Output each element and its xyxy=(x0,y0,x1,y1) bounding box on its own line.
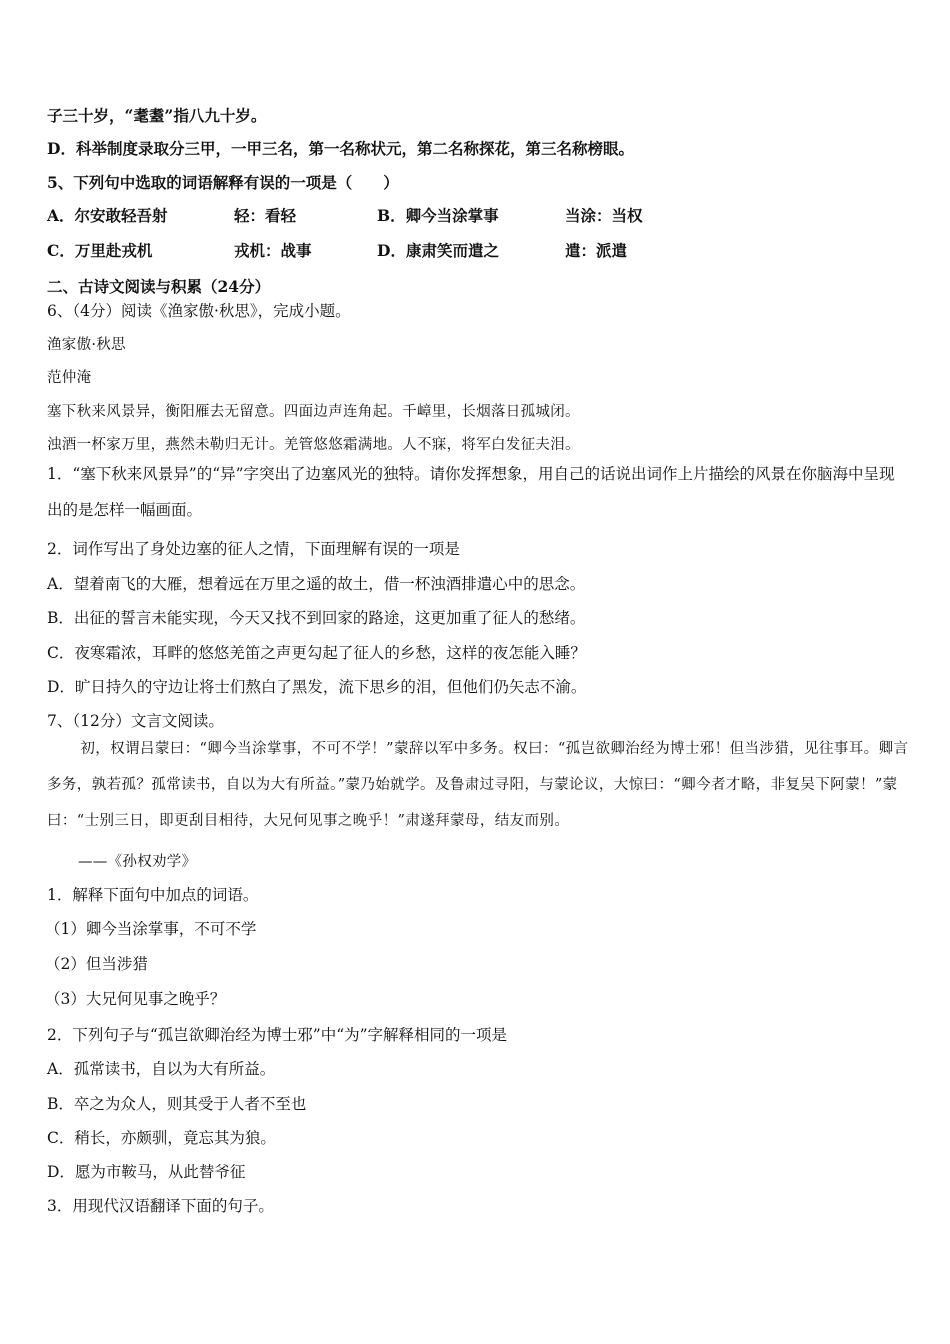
q7-sub2: 2．下列句子与“孤岂欲卿治经为博士邪”中“为”字解释相同的一项是 xyxy=(47,1026,508,1044)
poem-verse-2: 浊酒一杯家万里，燕然未勒归无计。羌管悠悠霜满地。人不寐，将军白发征夫泪。 xyxy=(47,437,580,453)
q5-stem: 5、下列句中选取的词语解释有误的一项是（ ） xyxy=(47,173,399,192)
q7-stem: 7、（12分）文言文阅读。 xyxy=(47,712,224,730)
poem-title: 渔家傲·秋思 xyxy=(47,337,126,353)
q7-sub1-item-1: （1）卿今当涂掌事，不可不学 xyxy=(45,920,257,938)
poem-verse-1: 塞下秋来风景异，衡阳雁去无留意。四面边声连角起。千嶂里，长烟落日孤城闭。 xyxy=(47,404,580,420)
q6-stem: 6、（4分）阅读《渔家傲·秋思》，完成小题。 xyxy=(47,302,351,320)
q5-option-c: C．万里赴戎机 xyxy=(47,241,153,260)
q6-sub1: 1．“塞下秋来风景异”的“异”字突出了边塞风光的独特。请你发挥想象，用自己的话说出词作上片描绘的风景在你脑海中呈现出的是怎样一幅画面。 xyxy=(47,465,895,519)
q7-sub2-option-d: D．愿为市鞍马，从此替爷征 xyxy=(47,1163,246,1181)
q5-option-d-explain: 遣：派遣 xyxy=(565,241,628,260)
q7-passage: 初，权谓吕蒙曰：“卿今当涂掌事，不可不学！”蒙辞以军中多务。权曰：“孤岂欲卿治经为博士邪！但当涉猎，见往事耳。卿言多务，孰若孤？孤常读书，自以为大有所益。”蒙乃始就学。及鲁肃过寻阳，与蒙论议，大惊曰：“卿今者才略，非复吴下阿蒙！”蒙曰：“士别三日，即更刮目相待，大兄何见事之晚乎！”肃遂拜蒙母，结友而别。 xyxy=(47,741,909,829)
section2-heading: 二、古诗文阅读与积累（24分） xyxy=(47,277,271,296)
q5-option-c-explain: 戎机：战事 xyxy=(234,241,312,260)
q6-option-a: A．望着南飞的大雁，想着远在万里之遥的故土，借一杯浊酒排遣心中的思念。 xyxy=(47,575,586,593)
q6-option-c: C．夜寒霜浓，耳畔的悠悠羌笛之声更勾起了征人的乡愁，这样的夜怎能入睡？ xyxy=(47,644,586,662)
q7-source: ——《孙权劝学》 xyxy=(78,854,197,870)
q7-sub1-item-3: （3）大兄何见事之晚乎？ xyxy=(45,990,226,1008)
q4-tail-line: 子三十岁，“耄耋”指八九十岁。 xyxy=(47,106,267,125)
q6-sub2: 2．词作写出了身处边塞的征人之情，下面理解有误的一项是 xyxy=(47,540,460,558)
q5-option-a: A．尔安敢轻吾射 xyxy=(47,206,168,225)
q7-sub2-option-a: A．孤常读书，自以为大有所益。 xyxy=(47,1060,276,1078)
q7-sub1-item-2: （2）但当涉猎 xyxy=(45,955,148,973)
q5-option-d: D．康肃笑而遣之 xyxy=(377,241,499,260)
q6-option-d: D．旷日持久的守边让将士们熬白了黑发，流下思乡的泪，但他们仍矢志不渝。 xyxy=(47,678,587,696)
q5-option-b-explain: 当涂：当权 xyxy=(565,206,643,225)
q6-option-b: B．出征的誓言未能实现，今天又找不到回家的路途，这更加重了征人的愁绪。 xyxy=(47,609,586,627)
q7-sub2-option-b: B．卒之为众人，则其受于人者不至也 xyxy=(47,1095,307,1113)
poem-author: 范仲淹 xyxy=(47,370,92,386)
q7-sub3: 3．用现代汉语翻译下面的句子。 xyxy=(47,1197,274,1215)
q7-sub1: 1．解释下面句中加点的词语。 xyxy=(47,886,259,904)
q5-option-a-explain: 轻：看轻 xyxy=(234,206,297,225)
q5-option-b: B．卿今当涂掌事 xyxy=(377,206,499,225)
q4-option-d: D．科举制度录取分三甲，一甲三名，第一名称状元，第二名称探花，第三名称榜眼。 xyxy=(47,139,634,158)
q7-sub2-option-c: C．稍长，亦颇驯，竟忘其为狼。 xyxy=(47,1129,276,1147)
